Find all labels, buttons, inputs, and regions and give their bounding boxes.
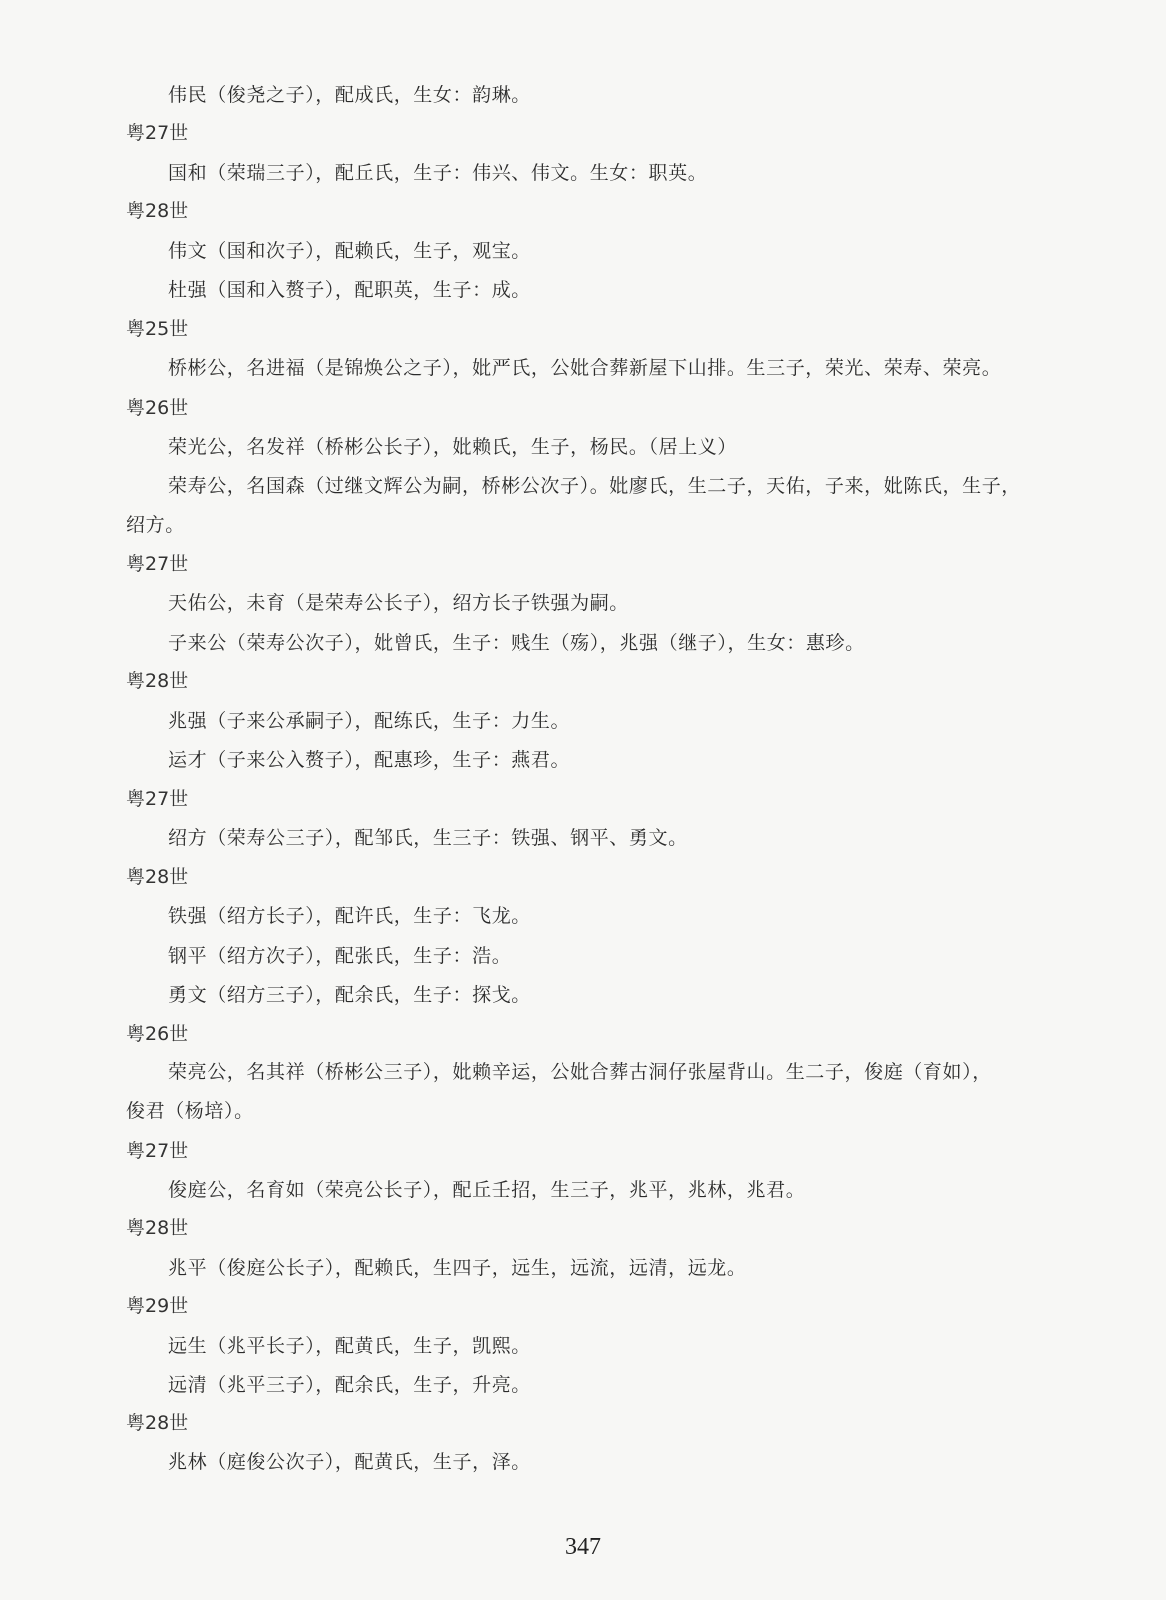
genealogy-entry: 运才（子来公入赘子），配惠珍，生子：燕君。 — [168, 749, 571, 771]
genealogy-entry: 俊庭公，名育如（荣亮公长子），配丘壬招，生三子，兆平，兆林，兆君。 — [168, 1179, 806, 1201]
genealogy-entry: 伟文（国和次子），配赖氏，生子，观宝。 — [168, 240, 531, 262]
generation-heading: 粤27世 — [126, 553, 189, 575]
generation-heading: 粤27世 — [126, 1140, 189, 1162]
genealogy-entry: 天佑公，未育（是荣寿公长子），绍方长子铁强为嗣。 — [168, 592, 629, 614]
genealogy-entry: 杜强（国和入赘子），配职英，生子：成。 — [168, 279, 531, 301]
generation-heading: 粤27世 — [126, 122, 189, 144]
genealogy-entry: 荣寿公，名国森（过继文辉公为嗣，桥彬公次子）。妣廖氏，生二子，天佑，子来，妣陈氏，生子， — [168, 475, 1021, 497]
genealogy-entry: 铁强（绍方长子），配许氏，生子：飞龙。 — [168, 905, 531, 927]
genealogy-entry: 子来公（荣寿公次子），妣曾氏，生子：贱生（殇），兆强（继子），生女：惠珍。 — [168, 632, 865, 654]
genealogy-entry: 国和（荣瑞三子），配丘氏，生子：伟兴、伟文。生女：职英。 — [168, 162, 708, 184]
genealogy-entry: 远生（兆平长子），配黄氏，生子，凯熙。 — [168, 1335, 531, 1357]
genealogy-entry: 兆林（庭俊公次子），配黄氏，生子，泽。 — [168, 1451, 531, 1473]
genealogy-entry: 伟民（俊尧之子），配成氏，生女：韵琳。 — [168, 84, 531, 106]
generation-heading: 粤25世 — [126, 318, 189, 340]
genealogy-entry: 勇文（绍方三子），配余氏，生子：探戈。 — [168, 984, 531, 1006]
genealogy-entry: 兆强（子来公承嗣子），配练氏，生子：力生。 — [168, 710, 571, 732]
generation-heading: 粤28世 — [126, 1412, 189, 1434]
generation-heading: 粤28世 — [126, 1217, 189, 1239]
generation-heading: 粤29世 — [126, 1295, 189, 1317]
genealogy-entry: 荣光公，名发祥（桥彬公长子），妣赖氏，生子，杨民。（居上义） — [168, 436, 738, 458]
generation-heading: 粤26世 — [126, 397, 189, 419]
generation-heading: 粤28世 — [126, 670, 189, 692]
entry-continuation: 绍方。 — [126, 514, 185, 536]
page-number: 347 — [565, 1534, 601, 1560]
generation-heading: 粤26世 — [126, 1023, 189, 1045]
genealogy-entry: 荣亮公，名其祥（桥彬公三子），妣赖辛运，公妣合葬古洞仔张屋背山。生二子，俊庭（育如）， — [168, 1061, 992, 1083]
genealogy-entry: 桥彬公，名进福（是锦焕公之子），妣严氏，公妣合葬新屋下山排。生三子，荣光、荣寿、荣亮。 — [168, 357, 1002, 379]
entry-continuation: 俊君（杨培）。 — [126, 1100, 254, 1122]
generation-heading: 粤28世 — [126, 200, 189, 222]
genealogy-entry: 绍方（荣寿公三子），配邹氏，生三子：铁强、钢平、勇文。 — [168, 827, 688, 849]
genealogy-entry: 钢平（绍方次子），配张氏，生子：浩。 — [168, 945, 512, 967]
genealogy-entry: 远清（兆平三子），配余氏，生子，升亮。 — [168, 1374, 531, 1396]
genealogy-entry: 兆平（俊庭公长子），配赖氏，生四子，远生，远流，远清，远龙。 — [168, 1257, 747, 1279]
generation-heading: 粤27世 — [126, 788, 189, 810]
generation-heading: 粤28世 — [126, 866, 189, 888]
